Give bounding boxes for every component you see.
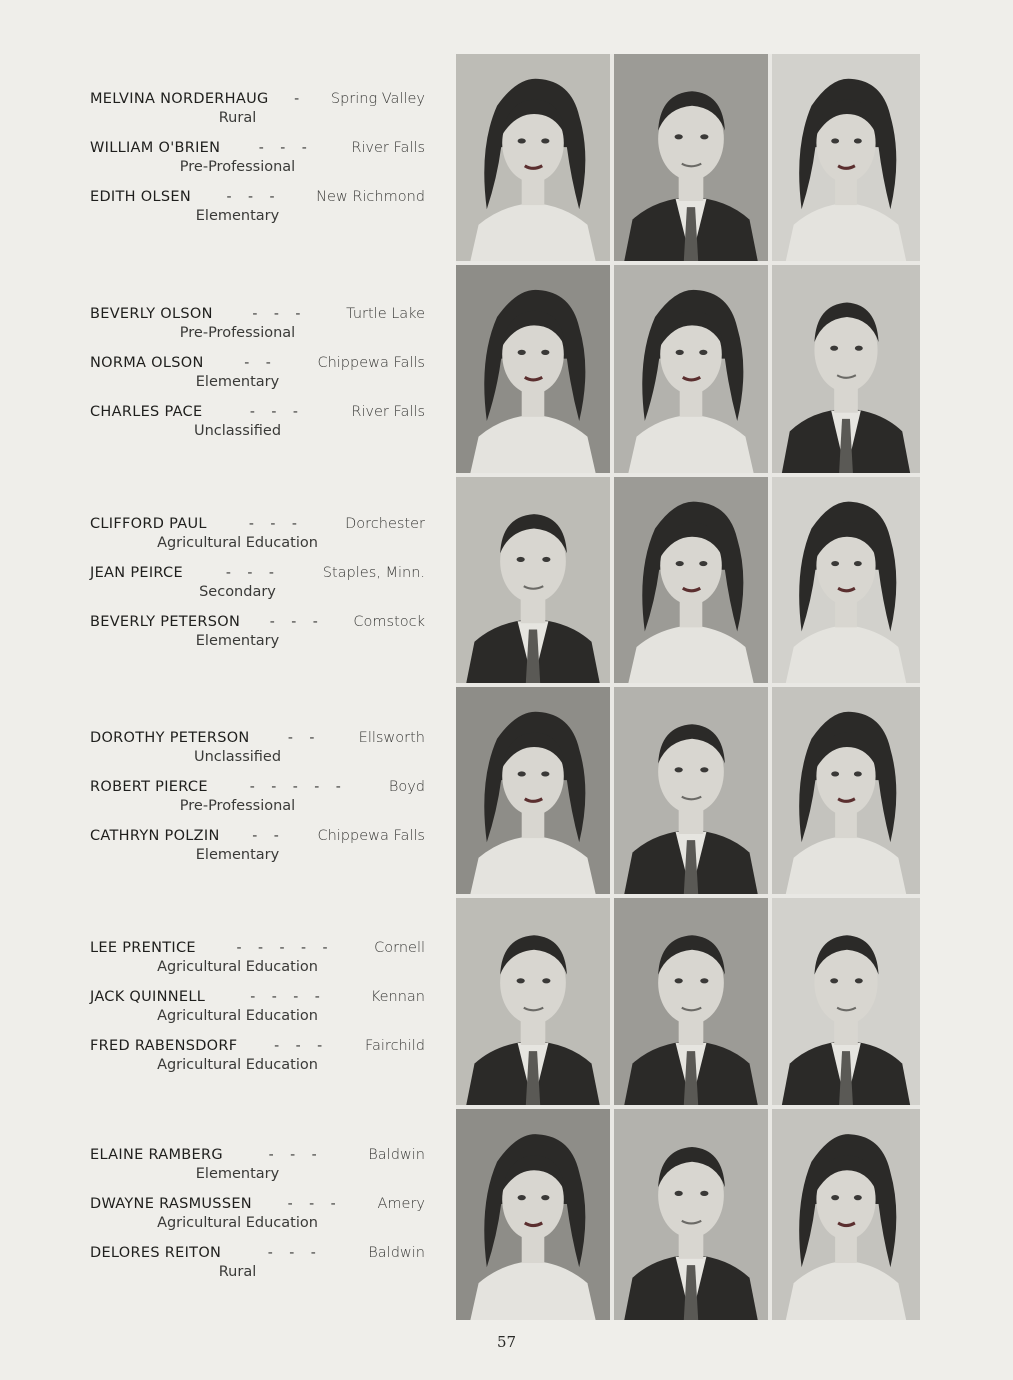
student-entry	[90, 138, 425, 187]
leader-dashes: - -	[244, 355, 277, 371]
leader-dashes: - - -	[287, 1196, 342, 1212]
student-course: Pre-Professional	[179, 325, 296, 341]
student-course: Pre-Professional	[179, 798, 296, 814]
student-entry-line	[90, 89, 425, 109]
leader-dashes: - - -	[267, 1245, 322, 1261]
student-hometown: Fairchild	[365, 1038, 425, 1054]
student-portrait	[614, 1109, 768, 1320]
student-hometown: Boyd	[388, 779, 425, 795]
student-course: Agricultural Education	[157, 1215, 318, 1231]
student-name: CLIFFORD PAUL	[90, 516, 207, 532]
student-hometown: Kennan	[370, 989, 425, 1005]
student-entry	[90, 938, 425, 987]
student-name: CHARLES PACE	[90, 404, 203, 420]
student-hometown: Staples, Minn.	[322, 565, 425, 581]
leader-dashes: - -	[252, 828, 285, 844]
student-entry	[90, 612, 425, 661]
student-portrait	[456, 1109, 610, 1320]
student-entry-line	[90, 1036, 425, 1056]
student-entry-line	[90, 1243, 425, 1263]
student-entry	[90, 353, 425, 402]
portrait-grid	[456, 54, 920, 1320]
student-hometown: Baldwin	[368, 1245, 425, 1261]
student-portrait	[614, 265, 768, 473]
student-portrait	[456, 265, 610, 473]
student-entry-line	[90, 728, 425, 748]
student-portrait	[772, 54, 920, 261]
student-portrait	[772, 687, 920, 894]
student-group	[90, 514, 425, 661]
student-entry	[90, 187, 425, 236]
student-name: BEVERLY OLSON	[90, 306, 213, 322]
leader-dashes: - -	[287, 730, 321, 746]
leader-dashes: - - -	[248, 516, 303, 532]
student-course: Elementary	[195, 208, 280, 224]
student-portrait	[772, 477, 920, 683]
student-portrait	[456, 54, 610, 261]
student-name: FRED RABENSDORF	[90, 1038, 238, 1054]
student-portrait	[456, 898, 610, 1105]
student-portrait	[772, 265, 920, 473]
student-entry	[90, 563, 425, 612]
student-course: Pre-Professional	[179, 159, 296, 175]
leader-dashes: - - -	[226, 189, 281, 205]
student-entry-line	[90, 563, 425, 583]
student-entry-line	[90, 612, 425, 632]
student-entry	[90, 987, 425, 1036]
student-portrait	[456, 687, 610, 894]
student-name: ELAINE RAMBERG	[90, 1147, 223, 1163]
student-entry	[90, 728, 425, 777]
student-name: DWAYNE RASMUSSEN	[90, 1196, 252, 1212]
leader-dashes: - - -	[258, 140, 313, 156]
student-entry	[90, 1194, 425, 1243]
leader-dashes: - - - - -	[236, 940, 334, 956]
student-entry	[90, 1243, 425, 1292]
student-group	[90, 728, 425, 875]
student-entry-line	[90, 938, 425, 958]
student-course: Unclassified	[193, 749, 282, 765]
student-entry-line	[90, 304, 425, 324]
student-entry-line	[90, 402, 425, 422]
student-name: BEVERLY PETERSON	[90, 614, 241, 630]
student-name: NORMA OLSON	[90, 355, 204, 371]
student-portrait	[614, 898, 768, 1105]
student-name: JACK QUINNELL	[90, 989, 206, 1005]
student-entry-line	[90, 987, 425, 1007]
student-course: Elementary	[195, 633, 280, 649]
student-name: EDITH OLSEN	[90, 189, 191, 205]
student-name: WILLIAM O'BRIEN	[90, 140, 221, 156]
student-hometown: River Falls	[351, 404, 425, 420]
student-portrait	[772, 1109, 920, 1320]
student-entry-line	[90, 138, 425, 158]
student-name: DOROTHY PETERSON	[90, 730, 250, 746]
leader-dashes: - - - - -	[249, 779, 347, 795]
student-course: Secondary	[199, 584, 276, 600]
student-course: Agricultural Education	[157, 535, 318, 551]
student-group	[90, 938, 425, 1085]
student-hometown: Baldwin	[368, 1147, 425, 1163]
student-course: Agricultural Education	[157, 1057, 318, 1073]
student-hometown: Dorchester	[345, 516, 425, 532]
student-hometown: Chippewa Falls	[317, 355, 425, 371]
student-course: Agricultural Education	[157, 1008, 318, 1024]
student-course: Elementary	[195, 1166, 280, 1182]
leader-dashes: - - -	[269, 614, 324, 630]
student-name: MELVINA NORDERHAUG	[90, 91, 269, 107]
leader-dashes: - - -	[274, 1038, 329, 1054]
student-hometown: Ellsworth	[358, 730, 425, 746]
student-hometown: Comstock	[353, 614, 425, 630]
student-entry-line	[90, 514, 425, 534]
page-number: 57	[496, 1333, 517, 1351]
student-entry-line	[90, 777, 425, 797]
student-hometown: Amery	[377, 1196, 425, 1212]
student-group	[90, 89, 425, 236]
student-group	[90, 304, 425, 451]
student-entry-line	[90, 187, 425, 207]
student-hometown: Spring Valley	[330, 91, 425, 107]
student-entry-line	[90, 1145, 425, 1165]
student-course: Unclassified	[193, 423, 282, 439]
student-entry	[90, 304, 425, 353]
leader-dashes: - - -	[249, 404, 304, 420]
student-portrait	[614, 477, 768, 683]
student-course: Elementary	[195, 847, 280, 863]
leader-dashes: -	[294, 91, 306, 107]
student-hometown: Chippewa Falls	[317, 828, 425, 844]
student-entry-line	[90, 1194, 425, 1214]
leader-dashes: - - -	[268, 1147, 323, 1163]
student-entry	[90, 89, 425, 138]
student-course: Rural	[218, 110, 257, 126]
student-name: DELORES REITON	[90, 1245, 222, 1261]
student-entry	[90, 514, 425, 563]
student-entry	[90, 826, 425, 875]
student-entry-line	[90, 826, 425, 846]
student-name: LEE PRENTICE	[90, 940, 196, 956]
student-portrait	[456, 477, 610, 683]
student-portrait	[772, 898, 920, 1105]
student-hometown: River Falls	[351, 140, 425, 156]
leader-dashes: - - -	[225, 565, 280, 581]
student-entry-line	[90, 353, 425, 373]
student-entry	[90, 1036, 425, 1085]
student-entry	[90, 402, 425, 451]
student-portrait	[614, 687, 768, 894]
student-hometown: New Richmond	[316, 189, 425, 205]
student-hometown: Cornell	[374, 940, 425, 956]
leader-dashes: - - -	[252, 306, 307, 322]
leader-dashes: - - - -	[250, 989, 326, 1005]
student-course: Elementary	[195, 374, 280, 390]
student-name: CATHRYN POLZIN	[90, 828, 220, 844]
student-course: Rural	[218, 1264, 257, 1280]
student-entry	[90, 777, 425, 826]
student-group	[90, 1145, 425, 1292]
student-hometown: Turtle Lake	[346, 306, 425, 322]
student-course: Agricultural Education	[157, 959, 318, 975]
student-name: ROBERT PIERCE	[90, 779, 208, 795]
student-entry	[90, 1145, 425, 1194]
student-name: JEAN PEIRCE	[90, 565, 183, 581]
student-portrait	[614, 54, 768, 261]
